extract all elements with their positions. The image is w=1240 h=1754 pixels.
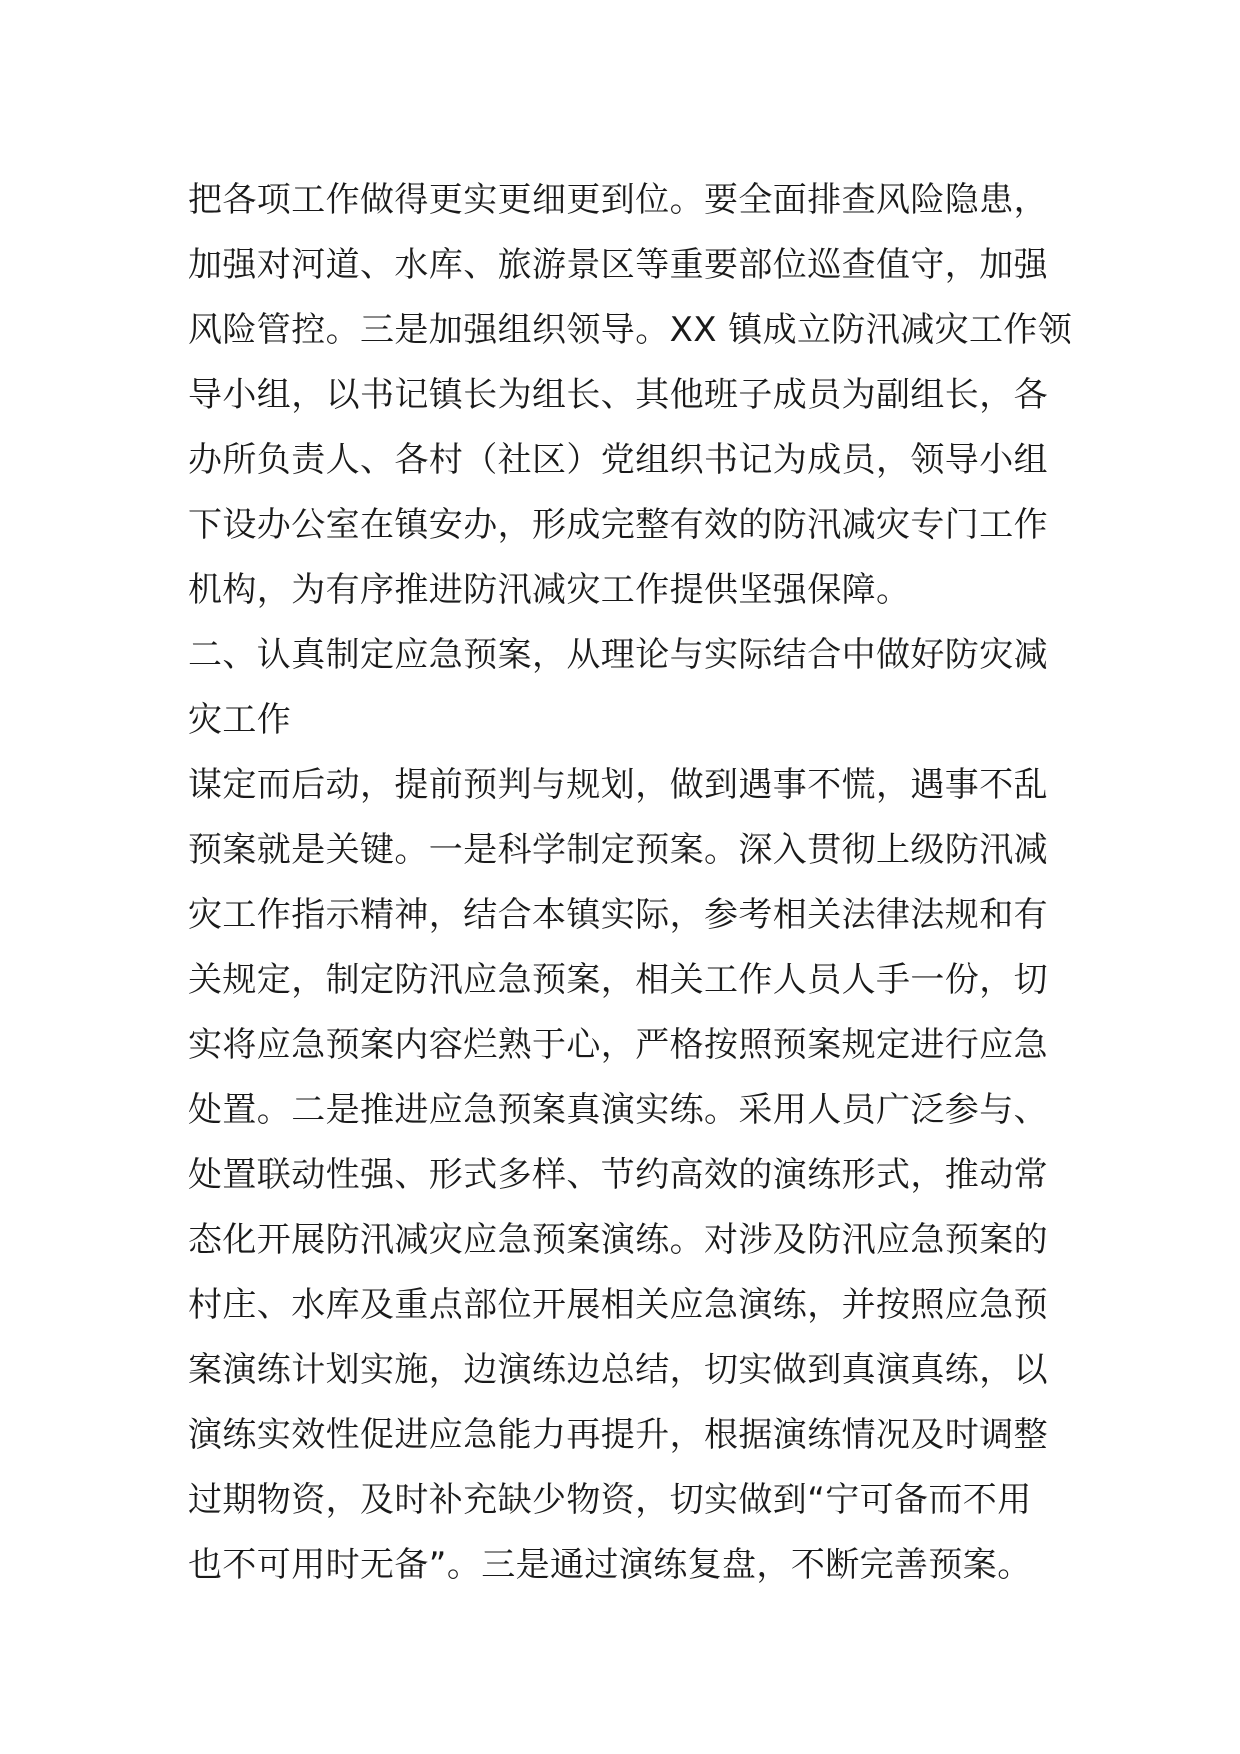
paragraph-line: 处置联动性强、形式多样、节约高效的演练形式，推动常: [188, 1155, 1048, 1195]
section-heading-line: 灾工作: [188, 700, 292, 740]
paragraph-line: 加强对河道、水库、旅游景区等重要部位巡查值守，加强: [188, 245, 1048, 285]
paragraph-line: 处置。二是推进应急预案真演实练。采用人员广泛参与、: [188, 1090, 1048, 1130]
paragraph-line: 案演练计划实施，边演练边总结，切实做到真演真练，以: [188, 1350, 1048, 1390]
paragraph-line: 过期物资，及时补充缺少物资，切实做到“宁可备而不用: [188, 1480, 1032, 1520]
paragraph-line: 实将应急预案内容烂熟于心，严格按照预案规定进行应急: [188, 1025, 1048, 1065]
paragraph-line: 灾工作指示精神，结合本镇实际，参考相关法律法规和有: [188, 895, 1048, 935]
paragraph-line: 谋定而后动，提前预判与规划，做到遇事不慌，遇事不乱: [188, 765, 1048, 805]
paragraph-line: 办所负责人、各村（社区）党组织书记为成员，领导小组: [188, 440, 1048, 480]
document-body: [188, 168, 1073, 1598]
paragraph-line: 演练实效性促进应急能力再提升，根据演练情况及时调整: [188, 1415, 1048, 1455]
paragraph-line: 关规定，制定防汛应急预案，相关工作人员人手一份，切: [188, 960, 1048, 1000]
paragraph-line: 村庄、水库及重点部位开展相关应急演练，并按照应急预: [188, 1285, 1048, 1325]
paragraph-line: 态化开展防汛减灾应急预案演练。对涉及防汛应急预案的: [188, 1220, 1048, 1260]
paragraph-line: 机构，为有序推进防汛减灾工作提供坚强保障。: [188, 570, 911, 610]
paragraph-line: 下设办公室在镇安办，形成完整有效的防汛减灾专门工作: [188, 505, 1048, 545]
section-heading-line: 二、认真制定应急预案，从理论与实际结合中做好防灾减: [188, 635, 1048, 675]
paragraph-line: 导小组，以书记镇长为组长、其他班子成员为副组长，各: [188, 375, 1048, 415]
paragraph-line: 也不可用时无备”。三是通过演练复盘，不断完善预案。: [188, 1545, 1032, 1585]
paragraph-line: 预案就是关键。一是科学制定预案。深入贯彻上级防汛减: [188, 830, 1048, 870]
paragraph-line: 风险管控。三是加强组织领导。XX 镇成立防汛减灾工作领: [188, 310, 1073, 350]
paragraph-line: 把各项工作做得更实更细更到位。要全面排查风险隐患，: [188, 180, 1048, 220]
